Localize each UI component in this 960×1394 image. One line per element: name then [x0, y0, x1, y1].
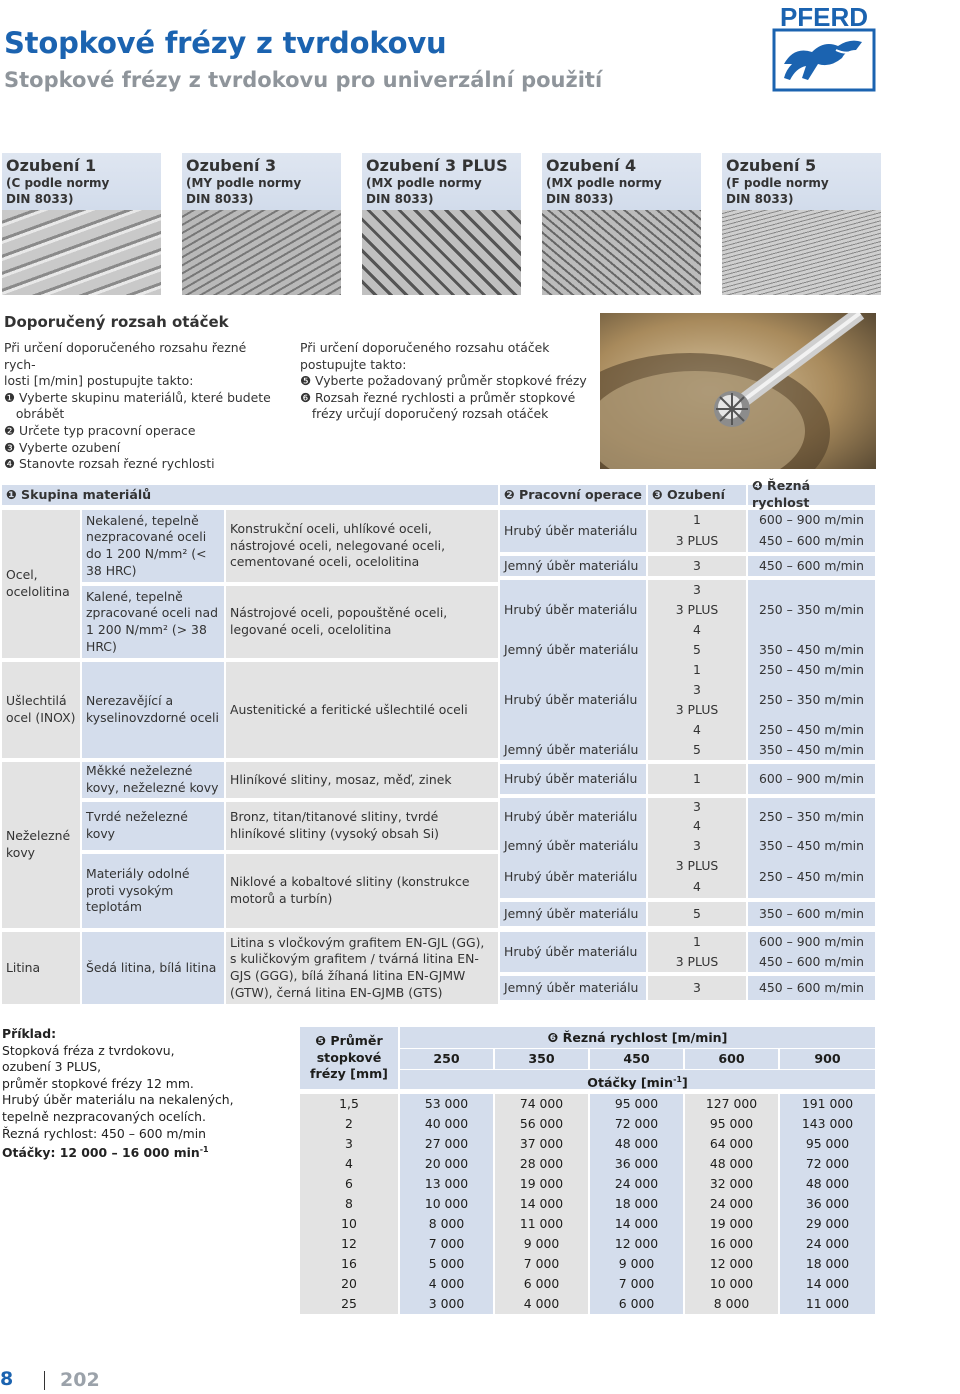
toothing-cell: 3 PLUS [648, 600, 746, 620]
rpm-value: 24 000 [780, 1234, 875, 1254]
header-material-group: ❶ Skupina materiálů [2, 485, 498, 505]
rpm-value: 27 000 [400, 1134, 493, 1154]
operation-cell: Hrubý úběr materiálu [500, 764, 646, 794]
logo-text: PFERD [779, 2, 869, 32]
operation-cell: Hrubý úběr materiálu [500, 932, 646, 972]
rpm-value: 29 000 [780, 1214, 875, 1234]
rpm-value: 95 000 [590, 1094, 683, 1114]
header-operation: ❷ Pracovní operace [500, 485, 646, 505]
material-cell: Nástrojové oceli, popouštěné oceli, legované oceli, ocelolitina [226, 586, 498, 658]
speed-cell: 350 – 600 m/min [748, 902, 875, 926]
rpm-value: 6 000 [495, 1274, 588, 1294]
burr-photo [600, 313, 876, 469]
rpm-value: 14 000 [495, 1194, 588, 1214]
rpm-value: 7 000 [400, 1234, 493, 1254]
rpm-diameter: 8 [300, 1194, 398, 1214]
section-heading: Doporučený rozsah otáček [4, 313, 229, 331]
rpm-value: 6 000 [590, 1294, 683, 1314]
toothing-cell: 3 [648, 580, 746, 600]
rpm-value: 36 000 [780, 1194, 875, 1214]
speed-cell: 250 – 350 m/min [748, 680, 875, 720]
rpm-value: 18 000 [780, 1254, 875, 1274]
rpm-value: 11 000 [780, 1294, 875, 1314]
toothing-name: Ozubení 5 [726, 156, 817, 175]
toothing-panel [362, 153, 521, 295]
toothing-norm: (MX podle normy [546, 176, 662, 190]
rpm-value: 4 000 [400, 1274, 493, 1294]
speed-cell: 250 – 450 m/min [748, 856, 875, 898]
rpm-value: 7 000 [590, 1274, 683, 1294]
speed-cell: 450 – 600 m/min [748, 530, 875, 552]
rpm-value: 143 000 [780, 1114, 875, 1134]
rpm-value: 8 000 [685, 1294, 778, 1314]
rpm-value: 3 000 [400, 1294, 493, 1314]
example-line: ozubení 3 PLUS, [2, 1059, 102, 1075]
rpm-value: 48 000 [780, 1174, 875, 1194]
toothing-texture [362, 210, 521, 295]
page-number: 202 [60, 1369, 100, 1391]
toothing-texture [182, 210, 341, 295]
rpm-value: 12 000 [685, 1254, 778, 1274]
rpm-diameter: 25 [300, 1294, 398, 1314]
rpm-value: 5 000 [400, 1254, 493, 1274]
example-line: tepelně nezpracovaných ocelích. [2, 1108, 206, 1124]
speed-cell: 600 – 900 m/min [748, 764, 875, 794]
rpm-value: 64 000 [685, 1134, 778, 1154]
step-line: losti [m/min] postupujte takto: [4, 373, 194, 389]
rpm-value: 53 000 [400, 1094, 493, 1114]
pferd-logo [772, 2, 876, 92]
toothing-cell: 5 [648, 902, 746, 926]
toothing-cell: 3 [648, 556, 746, 576]
chapter-number: 8 [0, 1368, 14, 1390]
step-line: ❹ Stanovte rozsah řezné rychlosti [4, 456, 215, 472]
rpm-diameter: 10 [300, 1214, 398, 1234]
toothing-norm: (C podle normy [6, 176, 110, 190]
operation-cell: Jemný úběr materiálu [500, 556, 646, 576]
operation-cell: Jemný úběr materiálu [500, 740, 646, 760]
toothing-din: DIN 8033) [186, 192, 254, 206]
rpm-diameter: 6 [300, 1174, 398, 1194]
material-cell: Austenitické a feritické ušlechtilé oceli [226, 662, 498, 758]
operation-cell: Jemný úběr materiálu [500, 836, 646, 856]
rpm-value: 8 000 [400, 1214, 493, 1234]
toothing-label [362, 153, 521, 210]
toothing-panel [2, 153, 161, 295]
toothing-cell: 4 [648, 876, 746, 898]
toothing-texture [2, 210, 161, 295]
operation-cell: Hrubý úběr materiálu [500, 580, 646, 640]
toothing-cell: 3 [648, 798, 746, 816]
rpm-value: 48 000 [590, 1134, 683, 1154]
rpm-value: 36 000 [590, 1154, 683, 1174]
material-cell: Niklové a kobaltové slitiny (konstrukce motorů a turbín) [226, 854, 498, 928]
step-line: ❸ Vyberte ozubení [4, 439, 121, 455]
toothing-cell: 4 [648, 816, 746, 836]
example-result-text: Otáčky: 12 000 – 16 000 min [2, 1145, 200, 1161]
rpm-value: 7 000 [495, 1254, 588, 1274]
operation-cell: Jemný úběr materiálu [500, 640, 646, 660]
toothing-cell: 3 [648, 976, 746, 1000]
toothing-name: Ozubení 1 [6, 156, 97, 175]
rpm-value: 56 000 [495, 1114, 588, 1134]
speed-cell: 450 – 600 m/min [748, 976, 875, 1000]
page-title: Stopkové frézy z tvrdokovu [4, 26, 447, 60]
rpm-diameter: 4 [300, 1154, 398, 1174]
rpm-diameter: 20 [300, 1274, 398, 1294]
toothing-cell: 1 [648, 764, 746, 794]
toothing-din: DIN 8033) [726, 192, 794, 206]
toothing-name: Ozubení 3 [186, 156, 277, 175]
rpm-value: 74 000 [495, 1094, 588, 1114]
speed-cell: 250 – 350 m/min [748, 798, 875, 836]
toothing-name: Ozubení 4 [546, 156, 637, 175]
toothing-texture [542, 210, 701, 295]
speed-cell: 250 – 350 m/min [748, 580, 875, 640]
toothing-cell: 3 [648, 680, 746, 700]
rpm-value: 72 000 [590, 1114, 683, 1134]
example-line: Stopková fréza z tvrdokovu, [2, 1042, 175, 1058]
speed-cell: 350 – 450 m/min [748, 740, 875, 760]
operation-cell: Hrubý úběr materiálu [500, 660, 646, 740]
diam-head-line: ❺ Průměr [315, 1033, 383, 1049]
rpm-value: 13 000 [400, 1174, 493, 1194]
toothing-label [182, 153, 341, 210]
rpm-value: 19 000 [685, 1214, 778, 1234]
example-box [2, 1026, 234, 1162]
steps-right [300, 340, 590, 423]
rpm-speed-value: 250 [400, 1049, 493, 1069]
material-cell: Konstrukční oceli, uhlíkové oceli, nástrojové oceli, nelegované oceli, cementované oceli, ocelolitina [226, 510, 498, 582]
diam-head-line: stopkové [316, 1049, 382, 1065]
rpm-value: 10 000 [685, 1274, 778, 1294]
rpm-value: 20 000 [400, 1154, 493, 1174]
rpm-diameter: 3 [300, 1134, 398, 1154]
toothing-cell: 1 [648, 510, 746, 530]
rpm-unit-header [400, 1070, 875, 1089]
speed-cell: 600 – 900 m/min [748, 510, 875, 530]
speed-cell: 450 – 600 m/min [748, 952, 875, 972]
toothing-panel [542, 153, 701, 295]
toothing-panel [722, 153, 881, 295]
subgroup-cell: Nerezavějící a kyselinovzdorné oceli [82, 662, 224, 758]
rpm-value: 19 000 [495, 1174, 588, 1194]
toothing-cell: 1 [648, 660, 746, 680]
toothing-label [2, 153, 161, 210]
rpm-label-sup: -1 [673, 1075, 682, 1084]
steps-left [4, 340, 274, 473]
speed-cell: 600 – 900 m/min [748, 932, 875, 952]
toothing-norm: (F podle normy [726, 176, 829, 190]
rpm-diam-header [300, 1027, 398, 1089]
header-toothing: ❸ Ozubení [648, 485, 746, 505]
diam-head-line: frézy [mm] [310, 1066, 388, 1082]
toothing-panel [182, 153, 341, 295]
toothing-cell: 3 PLUS [648, 530, 746, 552]
subgroup-cell: Tvrdé neželezné kovy [82, 802, 224, 850]
group-cell: Ušlechtilá ocel (INOX) [2, 662, 80, 758]
rpm-value: 11 000 [495, 1214, 588, 1234]
rpm-value: 10 000 [400, 1194, 493, 1214]
toothing-cell: 1 [648, 932, 746, 952]
step-line: frézy určují doporučený rozsah otáček [300, 406, 549, 422]
rpm-diameter: 16 [300, 1254, 398, 1274]
toothing-cell: 5 [648, 640, 746, 660]
rpm-speed-value: 350 [495, 1049, 588, 1069]
rpm-value: 28 000 [495, 1154, 588, 1174]
rpm-value: 16 000 [685, 1234, 778, 1254]
toothing-norm: (MX podle normy [366, 176, 482, 190]
subgroup-cell: Nekalené, tepelně nezpracované oceli do 1 200 N/mm² (< 38 HRC) [82, 510, 224, 582]
rpm-speed-value: 450 [590, 1049, 683, 1069]
speed-cell: 450 – 600 m/min [748, 556, 875, 576]
rpm-speed-header: ❻ Řezná rychlost [m/min] [400, 1027, 875, 1048]
toothing-cell: 3 PLUS [648, 700, 746, 720]
header-cutting-speed: ❹ Řezná rychlost [748, 485, 875, 505]
toothing-cell: 4 [648, 720, 746, 740]
operation-cell: Jemný úběr materiálu [500, 976, 646, 1000]
rpm-speed-value: 900 [780, 1049, 875, 1069]
page-subtitle: Stopkové frézy z tvrdokovu pro univerzální použití [4, 68, 603, 92]
toothing-cell: 5 [648, 740, 746, 760]
rpm-diameter: 2 [300, 1114, 398, 1134]
rpm-value: 24 000 [685, 1194, 778, 1214]
toothing-cell: 3 PLUS [648, 856, 746, 876]
rpm-value: 9 000 [590, 1254, 683, 1274]
example-line: Hrubý úběr materiálu na nekalených, [2, 1092, 234, 1108]
example-line: průměr stopkové frézy 12 mm. [2, 1075, 194, 1091]
step-line: Při určení doporučeného rozsahu řezné rych- [4, 340, 247, 372]
rpm-label-close: ] [681, 1075, 688, 1091]
subgroup-cell: Šedá litina, bílá litina [82, 932, 224, 1004]
operation-cell: Jemný úběr materiálu [500, 902, 646, 926]
group-cell: Ocel, ocelolitina [2, 510, 80, 658]
toothing-din: DIN 8033) [366, 192, 434, 206]
toothing-cell: 3 PLUS [648, 952, 746, 972]
toothing-cell: 4 [648, 620, 746, 640]
toothing-label [542, 153, 701, 210]
subgroup-cell: Měkké neželezné kovy, neželezné kovy [82, 762, 224, 798]
example-line: Řezná rychlost: 450 – 600 m/min [2, 1125, 207, 1141]
example-title: Příklad: [2, 1026, 57, 1041]
rpm-value: 9 000 [495, 1234, 588, 1254]
rpm-value: 95 000 [780, 1134, 875, 1154]
toothing-label [722, 153, 881, 210]
subgroup-cell: Materiály odolné proti vysokým teplotám [82, 854, 224, 928]
group-cell: Litina [2, 932, 80, 1004]
rpm-diameter: 12 [300, 1234, 398, 1254]
example-result-sup: -1 [199, 1145, 209, 1155]
rpm-diameter: 1,5 [300, 1094, 398, 1114]
rpm-value: 95 000 [685, 1114, 778, 1134]
rpm-value: 24 000 [590, 1174, 683, 1194]
speed-cell: 350 – 450 m/min [748, 640, 875, 660]
rpm-value: 48 000 [685, 1154, 778, 1174]
toothing-din: DIN 8033) [546, 192, 614, 206]
material-cell: Bronz, titan/titanové slitiny, tvrdé hliníkové slitiny (vysoký obsah Si) [226, 802, 498, 850]
toothing-cell: 3 [648, 836, 746, 856]
example-result [2, 1142, 234, 1162]
rpm-value: 14 000 [590, 1214, 683, 1234]
rpm-value: 72 000 [780, 1154, 875, 1174]
rpm-label: Otáčky [min [587, 1075, 674, 1091]
rpm-value: 191 000 [780, 1094, 875, 1114]
step-line: ❷ Určete typ pracovní operace [4, 422, 196, 438]
toothing-texture [722, 210, 881, 295]
rpm-value: 14 000 [780, 1274, 875, 1294]
subgroup-cell: Kalené, tepelně zpracované oceli nad 1 200 N/mm² (> 38 HRC) [82, 586, 224, 658]
rpm-value: 18 000 [590, 1194, 683, 1214]
operation-cell: Hrubý úběr materiálu [500, 856, 646, 898]
rpm-value: 40 000 [400, 1114, 493, 1134]
speed-cell: 250 – 450 m/min [748, 720, 875, 740]
rpm-value: 127 000 [685, 1094, 778, 1114]
group-cell: Neželezné kovy [2, 762, 80, 928]
rpm-value: 37 000 [495, 1134, 588, 1154]
step-line: obrábět [4, 406, 65, 422]
toothing-norm: (MY podle normy [186, 176, 302, 190]
step-line: Při určení doporučeného rozsahu otáček [300, 340, 550, 355]
material-cell: Litina s vločkovým grafitem EN-GJL (GG), s kuličkovým grafitem / tvárná litina EN-GJS (GGG), bílá žíhaná litina EN-GJMW (GTW), černá litina EN-GJMB (GTS) [226, 932, 498, 1004]
toothing-name: Ozubení 3 PLUS [366, 156, 508, 175]
step-line: postupujte takto: [300, 356, 407, 372]
rpm-speed-value: 600 [685, 1049, 778, 1069]
toothing-din: DIN 8033) [6, 192, 74, 206]
step-line: ❺ Vyberte požadovaný průměr stopkové frézy [300, 373, 587, 389]
speed-cell: 250 – 450 m/min [748, 660, 875, 680]
operation-cell: Hrubý úběr materiálu [500, 510, 646, 552]
operation-cell: Hrubý úběr materiálu [500, 798, 646, 836]
rpm-value: 32 000 [685, 1174, 778, 1194]
rpm-value: 12 000 [590, 1234, 683, 1254]
speed-cell: 350 – 450 m/min [748, 836, 875, 856]
material-cell: Hliníkové slitiny, mosaz, měď, zinek [226, 762, 498, 798]
rpm-value: 4 000 [495, 1294, 588, 1314]
step-line: ❶ Vyberte skupinu materiálů, které budete [4, 389, 271, 405]
footer-divider [44, 1371, 45, 1390]
step-line: ❻ Rozsah řezné rychlosti a průměr stopkové [300, 389, 576, 405]
